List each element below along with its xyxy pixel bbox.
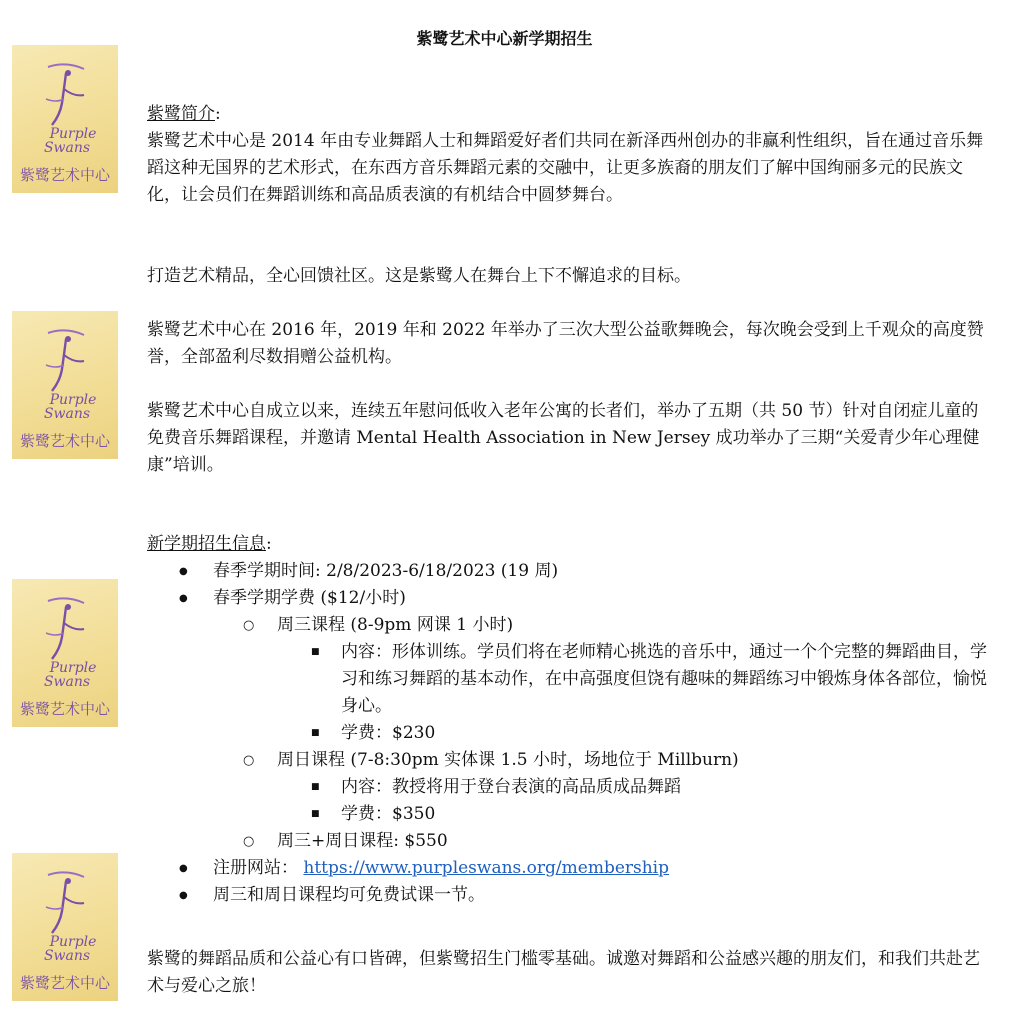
list-item-trial: ● 周三和周日课程均可免费试课一节。 [213,882,987,909]
dancer-icon [38,325,94,397]
purple-swans-logo [12,311,118,459]
wednesday-course-label: 周三课程 (8-9pm 网课 1 小时) [277,615,514,635]
purple-swans-logo [12,579,118,727]
logo-chinese-name: 紫鹭艺术中心 [19,974,110,992]
closing-section [147,946,987,1000]
enroll-section [147,531,987,909]
dancer-icon [38,867,94,939]
wednesday-content: ■ 内容：形体训练。学员们将在老师精心挑选的音乐中，通过一个个完整的舞蹈曲目，学习和练习舞蹈的基本动作，在中高强度但饶有趣味的舞蹈练习中锻炼身体各部位，愉悦身心。 [341,639,987,720]
intro-paragraph-2: 打造艺术精品，全心回馈社区。这是紫鹭人在舞台上下不懈追求的目标。 [147,266,691,286]
logo-brand-line1: Purple [49,660,97,676]
list-item-sunday-course [277,747,987,828]
sunday-course-label: 周日课程 (7-8:30pm 实体课 1.5 小时，场地位于 Millburn) [277,750,739,770]
closing-paragraph: 紫鹭的舞蹈品质和公益心有口皆碑，但紫鹭招生门槛零基础。诚邀对舞蹈和公益感兴趣的朋友们，和我们共赴艺术与爱心之旅！ [147,949,980,996]
intro-heading-colon: : [215,104,221,124]
logo-brand-line1: Purple [49,126,97,142]
membership-link[interactable]: https://www.purpleswans.org/membership [303,858,670,878]
sunday-fee: ■ 学费：$350 [341,801,987,828]
enroll-heading-line [147,531,987,558]
list-item-wednesday-course [277,612,987,747]
sunday-content: ■ 内容：教授将用于登台表演的高品质成品舞蹈 [341,774,987,801]
dancer-icon [38,59,94,131]
logo-brand-line2: Swans [43,948,91,964]
intro-mission [147,263,987,290]
intro-heading: 紫鹭简介 [147,104,215,124]
purple-swans-logo [12,853,118,1001]
enroll-list [147,558,987,909]
list-item-register [213,855,987,882]
enroll-heading-colon: : [266,534,272,554]
course-list [213,612,987,855]
intro-charity [147,398,987,479]
logo-brand-line2: Swans [43,406,91,422]
spring-fee-label: 春季学期学费 ($12/小时) [213,588,406,608]
intro-heading-line [147,101,987,128]
logo-brand-line2: Swans [43,140,91,156]
list-item-combo-course: ○ 周三+周日课程: $550 [277,828,987,855]
logo-brand-line1: Purple [49,934,97,950]
intro-paragraph-3: 紫鹭艺术中心在 2016 年，2019 年和 2022 年举办了三次大型公益歌舞晚会，每次晚会受到上千观众的高度赞誉，全部盈利尽数捐赠公益机构。 [147,320,984,367]
intro-paragraph-4: 紫鹭艺术中心自成立以来，连续五年慰问低收入老年公寓的长者们，举办了五期（共 50 节）针对自闭症儿童的免费音乐舞蹈课程，并邀请 Mental Health Association in New Jersey 成功举办了三期“关爱青少年心理健康”培训。 [147,401,980,475]
intro-section [147,101,987,209]
enroll-heading: 新学期招生信息 [147,534,266,554]
logo-brand-line2: Swans [43,674,91,690]
purple-swans-logo [12,45,118,193]
list-item-spring-fee [213,585,987,855]
logo-chinese-name: 紫鹭艺术中心 [19,166,110,184]
wednesday-details [277,639,987,747]
logo-chinese-name: 紫鹭艺术中心 [19,432,110,450]
list-item-spring-time: ● 春季学期时间: 2/8/2023-6/18/2023 (19 周) [213,558,987,585]
intro-events [147,317,987,371]
logo-brand-line1: Purple [49,392,97,408]
logo-chinese-name: 紫鹭艺术中心 [19,700,110,718]
document-title: 紫鹭艺术中心新学期招生 [416,29,593,48]
intro-paragraph-1: 紫鹭艺术中心是 2014 年由专业舞蹈人士和舞蹈爱好者们共同在新泽西州创办的非赢利性组织，旨在通过音乐舞蹈这种无国界的艺术形式，在东西方音乐舞蹈元素的交融中，让更多族裔的朋友们了解中国绚丽多元的民族文化，让会员们在舞蹈训练和高品质表演的有机结合中圆梦舞台。 [147,131,984,205]
wednesday-fee: ■ 学费：$230 [341,720,987,747]
register-label: 注册网站： [213,858,298,878]
dancer-icon [38,593,94,665]
sunday-details [277,774,987,828]
